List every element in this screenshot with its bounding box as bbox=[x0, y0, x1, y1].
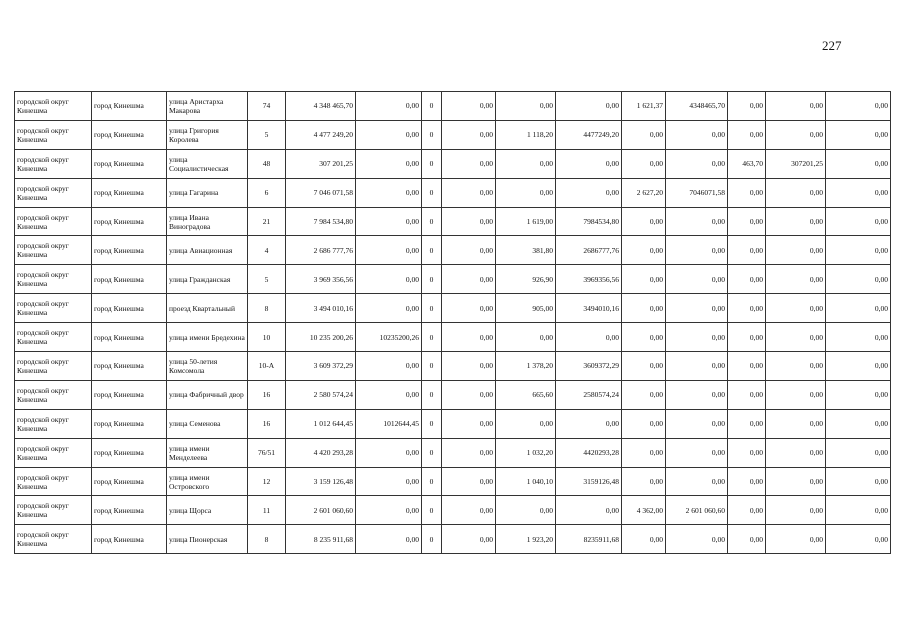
table-cell: 0,00 bbox=[826, 467, 891, 496]
table-cell: 0 bbox=[422, 294, 442, 323]
table-cell: городской округ Кинешма bbox=[15, 149, 92, 178]
table-row bbox=[15, 178, 891, 207]
table-cell: город Кинешма bbox=[92, 236, 167, 265]
table-cell: 0,00 bbox=[826, 496, 891, 525]
table-cell: 0,00 bbox=[556, 149, 622, 178]
table-cell: город Кинешма bbox=[92, 438, 167, 467]
table-cell: 0,00 bbox=[356, 438, 422, 467]
table-cell: 1 378,20 bbox=[496, 352, 556, 381]
table-row bbox=[15, 294, 891, 323]
table-cell: 0,00 bbox=[622, 467, 666, 496]
table-cell: 0,00 bbox=[622, 438, 666, 467]
table-row bbox=[15, 207, 891, 236]
table-cell: 0 bbox=[422, 92, 442, 121]
table-cell: 3 494 010,16 bbox=[286, 294, 356, 323]
table-cell: 0,00 bbox=[826, 525, 891, 554]
table-cell: 0 bbox=[422, 380, 442, 409]
table-cell: улица имени Островского bbox=[167, 467, 248, 496]
table-row bbox=[15, 236, 891, 265]
table-cell: 0,00 bbox=[496, 323, 556, 352]
table-cell: 665,60 bbox=[496, 380, 556, 409]
table-cell: 0,00 bbox=[622, 265, 666, 294]
table-cell: 0,00 bbox=[442, 92, 496, 121]
table-cell: 0,00 bbox=[442, 323, 496, 352]
table-cell: 307201,25 bbox=[766, 149, 826, 178]
table-cell: 0,00 bbox=[622, 525, 666, 554]
table-cell: 0,00 bbox=[826, 323, 891, 352]
table-cell: 1012644,45 bbox=[356, 409, 422, 438]
page-number: 227 bbox=[822, 38, 842, 53]
table-cell: 2 601 060,60 bbox=[666, 496, 728, 525]
table-cell: 0,00 bbox=[766, 467, 826, 496]
table-cell: город Кинешма bbox=[92, 409, 167, 438]
table-cell: 0,00 bbox=[666, 265, 728, 294]
table-cell: 0,00 bbox=[666, 467, 728, 496]
table-cell: 4 362,00 bbox=[622, 496, 666, 525]
table-cell: город Кинешма bbox=[92, 352, 167, 381]
table-cell: улица Аристарха Макарова bbox=[167, 92, 248, 121]
table-cell: 0,00 bbox=[826, 92, 891, 121]
table-cell: 0 bbox=[422, 438, 442, 467]
table-cell: 0,00 bbox=[826, 207, 891, 236]
table-cell: 0,00 bbox=[826, 294, 891, 323]
table-cell: 0,00 bbox=[826, 178, 891, 207]
table-cell: 0,00 bbox=[496, 496, 556, 525]
table-cell: 76/51 bbox=[248, 438, 286, 467]
table-cell: 0,00 bbox=[496, 92, 556, 121]
table-cell: улица Ивана Виноградова bbox=[167, 207, 248, 236]
table-cell: 0,00 bbox=[766, 525, 826, 554]
table-cell: 1 621,37 bbox=[622, 92, 666, 121]
table-cell: улица Щорса bbox=[167, 496, 248, 525]
table-cell: 0,00 bbox=[556, 496, 622, 525]
table-cell: город Кинешма bbox=[92, 323, 167, 352]
table-cell: 0,00 bbox=[666, 352, 728, 381]
table-cell: улица 50-летия Комсомола bbox=[167, 352, 248, 381]
table-cell: город Кинешма bbox=[92, 294, 167, 323]
table-cell: 2686777,76 bbox=[556, 236, 622, 265]
table-cell: 0,00 bbox=[728, 496, 766, 525]
table-cell: 0,00 bbox=[356, 92, 422, 121]
table-cell: 0,00 bbox=[356, 207, 422, 236]
table-cell: 0,00 bbox=[496, 178, 556, 207]
table-cell: городской округ Кинешма bbox=[15, 438, 92, 467]
table-cell: 4 bbox=[248, 236, 286, 265]
table-cell: 3969356,56 bbox=[556, 265, 622, 294]
table-cell: городской округ Кинешма bbox=[15, 380, 92, 409]
table-row bbox=[15, 467, 891, 496]
table-cell: 905,00 bbox=[496, 294, 556, 323]
table-cell: 0,00 bbox=[442, 236, 496, 265]
table-cell: 381,80 bbox=[496, 236, 556, 265]
table-cell: 16 bbox=[248, 409, 286, 438]
table-cell: 8 235 911,68 bbox=[286, 525, 356, 554]
data-table bbox=[14, 91, 891, 554]
table-row bbox=[15, 525, 891, 554]
table-cell: 0,00 bbox=[442, 409, 496, 438]
table-cell: 1 040,10 bbox=[496, 467, 556, 496]
table-cell: 21 bbox=[248, 207, 286, 236]
table-cell: 1 619,00 bbox=[496, 207, 556, 236]
table-cell: улица имени Бредехина bbox=[167, 323, 248, 352]
table-cell: 0,00 bbox=[766, 265, 826, 294]
table-cell: 10 bbox=[248, 323, 286, 352]
table-cell: улица Григория Королева bbox=[167, 120, 248, 149]
table-cell: 0,00 bbox=[826, 120, 891, 149]
table-cell: 0,00 bbox=[666, 294, 728, 323]
table-cell: 0 bbox=[422, 236, 442, 265]
table-cell: 2 686 777,76 bbox=[286, 236, 356, 265]
table-cell: 0,00 bbox=[622, 380, 666, 409]
table-cell: городской округ Кинешма bbox=[15, 525, 92, 554]
table-cell: 16 bbox=[248, 380, 286, 409]
table-cell: 0,00 bbox=[356, 149, 422, 178]
table-cell: 0,00 bbox=[356, 467, 422, 496]
table-cell: городской округ Кинешма bbox=[15, 265, 92, 294]
table-row bbox=[15, 120, 891, 149]
table-cell: 7984534,80 bbox=[556, 207, 622, 236]
table-cell: 5 bbox=[248, 265, 286, 294]
table-row bbox=[15, 149, 891, 178]
table-row bbox=[15, 323, 891, 352]
table-cell: 7 046 071,58 bbox=[286, 178, 356, 207]
table-cell: городской округ Кинешма bbox=[15, 236, 92, 265]
table-cell: 48 bbox=[248, 149, 286, 178]
table-cell: 0,00 bbox=[622, 409, 666, 438]
table-cell: город Кинешма bbox=[92, 265, 167, 294]
table-cell: улица Гагарина bbox=[167, 178, 248, 207]
table-cell: 10-А bbox=[248, 352, 286, 381]
table-cell: 0 bbox=[422, 149, 442, 178]
table-cell: городской округ Кинешма bbox=[15, 207, 92, 236]
table-cell: 5 bbox=[248, 120, 286, 149]
table-cell: 0,00 bbox=[766, 323, 826, 352]
table-cell: улица Пионерская bbox=[167, 525, 248, 554]
table-cell: 0,00 bbox=[622, 120, 666, 149]
table-cell: 0,00 bbox=[766, 496, 826, 525]
table-cell: 463,70 bbox=[728, 149, 766, 178]
table-cell: 0,00 bbox=[666, 207, 728, 236]
table-cell: 0,00 bbox=[728, 323, 766, 352]
table-cell: 3159126,48 bbox=[556, 467, 622, 496]
table-cell: город Кинешма bbox=[92, 120, 167, 149]
table-cell: 0 bbox=[422, 178, 442, 207]
table-cell: 0,00 bbox=[766, 207, 826, 236]
table-cell: 0,00 bbox=[666, 120, 728, 149]
table-cell: 0,00 bbox=[728, 178, 766, 207]
table-cell: 0,00 bbox=[826, 380, 891, 409]
table-cell: 0,00 bbox=[496, 409, 556, 438]
table-cell: 8 bbox=[248, 294, 286, 323]
table-cell: 0,00 bbox=[728, 380, 766, 409]
table-cell: 3 159 126,48 bbox=[286, 467, 356, 496]
table-cell: 11 bbox=[248, 496, 286, 525]
table-cell: 0,00 bbox=[766, 92, 826, 121]
table-cell: 7 984 534,80 bbox=[286, 207, 356, 236]
table-cell: 2580574,24 bbox=[556, 380, 622, 409]
table-cell: 4 420 293,28 bbox=[286, 438, 356, 467]
table-cell: 0,00 bbox=[442, 467, 496, 496]
table-cell: 0,00 bbox=[356, 352, 422, 381]
table-cell: улица Авиационная bbox=[167, 236, 248, 265]
table-cell: 1 012 644,45 bbox=[286, 409, 356, 438]
table-cell: 0 bbox=[422, 525, 442, 554]
table-cell: 2 627,20 bbox=[622, 178, 666, 207]
table-cell: город Кинешма bbox=[92, 92, 167, 121]
table-cell: 0,00 bbox=[622, 207, 666, 236]
table-cell: 0,00 bbox=[556, 409, 622, 438]
table-cell: 10235200,26 bbox=[356, 323, 422, 352]
table-cell: 0,00 bbox=[728, 92, 766, 121]
table-cell: городской округ Кинешма bbox=[15, 323, 92, 352]
table-cell: 4348465,70 bbox=[666, 92, 728, 121]
table-cell: 8 bbox=[248, 525, 286, 554]
table-cell: 0,00 bbox=[442, 294, 496, 323]
table-cell: 0,00 bbox=[442, 178, 496, 207]
table-cell: 0 bbox=[422, 352, 442, 381]
table-cell: 0 bbox=[422, 323, 442, 352]
table-cell: 0,00 bbox=[728, 409, 766, 438]
table-cell: 0,00 bbox=[442, 207, 496, 236]
table-cell: 0,00 bbox=[442, 496, 496, 525]
table-cell: 0,00 bbox=[766, 294, 826, 323]
table-cell: 0 bbox=[422, 265, 442, 294]
table-cell: 0,00 bbox=[826, 149, 891, 178]
table-cell: 0,00 bbox=[356, 380, 422, 409]
table-cell: 0,00 bbox=[728, 525, 766, 554]
table-cell: 0,00 bbox=[766, 409, 826, 438]
table-cell: 0,00 bbox=[728, 467, 766, 496]
table-cell: 0,00 bbox=[356, 525, 422, 554]
table-cell: 0,00 bbox=[666, 380, 728, 409]
table-cell: 4420293,28 bbox=[556, 438, 622, 467]
table-cell: 0,00 bbox=[356, 265, 422, 294]
table-cell: 3 969 356,56 bbox=[286, 265, 356, 294]
table-cell: 1 032,20 bbox=[496, 438, 556, 467]
table-cell: улица имени Менделеева bbox=[167, 438, 248, 467]
table-cell: 0,00 bbox=[496, 149, 556, 178]
table-cell: город Кинешма bbox=[92, 496, 167, 525]
table-cell: 0,00 bbox=[728, 265, 766, 294]
table-cell: 0 bbox=[422, 467, 442, 496]
table-cell: 0 bbox=[422, 207, 442, 236]
table-cell: 0,00 bbox=[766, 438, 826, 467]
table-cell: 74 bbox=[248, 92, 286, 121]
table-cell: городской округ Кинешма bbox=[15, 467, 92, 496]
table-cell: город Кинешма bbox=[92, 467, 167, 496]
table-cell: 1 923,20 bbox=[496, 525, 556, 554]
table-row bbox=[15, 265, 891, 294]
table-cell: город Кинешма bbox=[92, 207, 167, 236]
table-cell: улица Фабричный двор bbox=[167, 380, 248, 409]
table-cell: 0,00 bbox=[766, 380, 826, 409]
table-cell: 0,00 bbox=[442, 525, 496, 554]
table-cell: городской округ Кинешма bbox=[15, 352, 92, 381]
table-cell: городской округ Кинешма bbox=[15, 92, 92, 121]
table-cell: 0,00 bbox=[356, 496, 422, 525]
table-cell: город Кинешма bbox=[92, 149, 167, 178]
table-cell: городской округ Кинешма bbox=[15, 496, 92, 525]
table-cell: 0,00 bbox=[556, 178, 622, 207]
table-cell: 7046071,58 bbox=[666, 178, 728, 207]
table-cell: 0,00 bbox=[442, 352, 496, 381]
table-cell: город Кинешма bbox=[92, 178, 167, 207]
table-cell: 0,00 bbox=[622, 294, 666, 323]
table-cell: 3494010,16 bbox=[556, 294, 622, 323]
table-cell: 0,00 bbox=[766, 352, 826, 381]
table-cell: 8235911,68 bbox=[556, 525, 622, 554]
table-cell: 0,00 bbox=[826, 438, 891, 467]
table-row bbox=[15, 438, 891, 467]
table-row bbox=[15, 496, 891, 525]
table-cell: 0,00 bbox=[556, 92, 622, 121]
table-cell: 0,00 bbox=[442, 265, 496, 294]
table-cell: 0,00 bbox=[666, 409, 728, 438]
table-cell: 6 bbox=[248, 178, 286, 207]
table-cell: 0,00 bbox=[622, 236, 666, 265]
table-cell: 0,00 bbox=[666, 323, 728, 352]
table-cell: городской округ Кинешма bbox=[15, 120, 92, 149]
table-cell: улица Социалистическая bbox=[167, 149, 248, 178]
table-cell: 0,00 bbox=[666, 525, 728, 554]
table-cell: улица Гражданская bbox=[167, 265, 248, 294]
table-cell: 0,00 bbox=[728, 294, 766, 323]
table-cell: проезд Квартальный bbox=[167, 294, 248, 323]
table-cell: 3609372,29 bbox=[556, 352, 622, 381]
table-cell: 12 bbox=[248, 467, 286, 496]
table-cell: 3 609 372,29 bbox=[286, 352, 356, 381]
table-cell: 2 601 060,60 bbox=[286, 496, 356, 525]
table-row bbox=[15, 409, 891, 438]
table-cell: 4477249,20 bbox=[556, 120, 622, 149]
table-cell: городской округ Кинешма bbox=[15, 409, 92, 438]
table-cell: 0,00 bbox=[826, 352, 891, 381]
table-cell: 0,00 bbox=[666, 438, 728, 467]
table-cell: 0,00 bbox=[766, 120, 826, 149]
table-cell: город Кинешма bbox=[92, 525, 167, 554]
table-cell: 0,00 bbox=[826, 236, 891, 265]
table-row bbox=[15, 380, 891, 409]
table-cell: 0,00 bbox=[766, 236, 826, 265]
table-cell: 1 118,20 bbox=[496, 120, 556, 149]
table-cell: 307 201,25 bbox=[286, 149, 356, 178]
table-cell: 0,00 bbox=[622, 323, 666, 352]
table-cell: 0 bbox=[422, 120, 442, 149]
table-cell: 0,00 bbox=[442, 120, 496, 149]
table-cell: 0,00 bbox=[666, 236, 728, 265]
table-cell: улица Семенова bbox=[167, 409, 248, 438]
table-cell: 0,00 bbox=[442, 438, 496, 467]
table-cell: 0,00 bbox=[826, 265, 891, 294]
table-cell: 0,00 bbox=[766, 178, 826, 207]
table-cell: 4 348 465,70 bbox=[286, 92, 356, 121]
table-cell: город Кинешма bbox=[92, 380, 167, 409]
table-cell: 0,00 bbox=[728, 207, 766, 236]
table-cell: 0,00 bbox=[622, 149, 666, 178]
table-row bbox=[15, 92, 891, 121]
table-cell: 0,00 bbox=[728, 236, 766, 265]
table-cell: 10 235 200,26 bbox=[286, 323, 356, 352]
table-cell: 0,00 bbox=[728, 120, 766, 149]
table-cell: 2 580 574,24 bbox=[286, 380, 356, 409]
table-cell: 0,00 bbox=[728, 438, 766, 467]
table-cell: 926,90 bbox=[496, 265, 556, 294]
table-cell: 0,00 bbox=[442, 380, 496, 409]
table-cell: 0,00 bbox=[356, 120, 422, 149]
table-cell: 4 477 249,20 bbox=[286, 120, 356, 149]
table-cell: городской округ Кинешма bbox=[15, 294, 92, 323]
table-cell: 0,00 bbox=[622, 352, 666, 381]
table-cell: 0,00 bbox=[356, 294, 422, 323]
table-cell: 0,00 bbox=[556, 323, 622, 352]
table-cell: 0,00 bbox=[356, 236, 422, 265]
table-row bbox=[15, 352, 891, 381]
table-cell: 0,00 bbox=[442, 149, 496, 178]
table-cell: 0 bbox=[422, 496, 442, 525]
table-cell: городской округ Кинешма bbox=[15, 178, 92, 207]
table-cell: 0,00 bbox=[728, 352, 766, 381]
table-cell: 0,00 bbox=[826, 409, 891, 438]
table-cell: 0,00 bbox=[356, 178, 422, 207]
table-cell: 0,00 bbox=[666, 149, 728, 178]
table-cell: 0 bbox=[422, 409, 442, 438]
